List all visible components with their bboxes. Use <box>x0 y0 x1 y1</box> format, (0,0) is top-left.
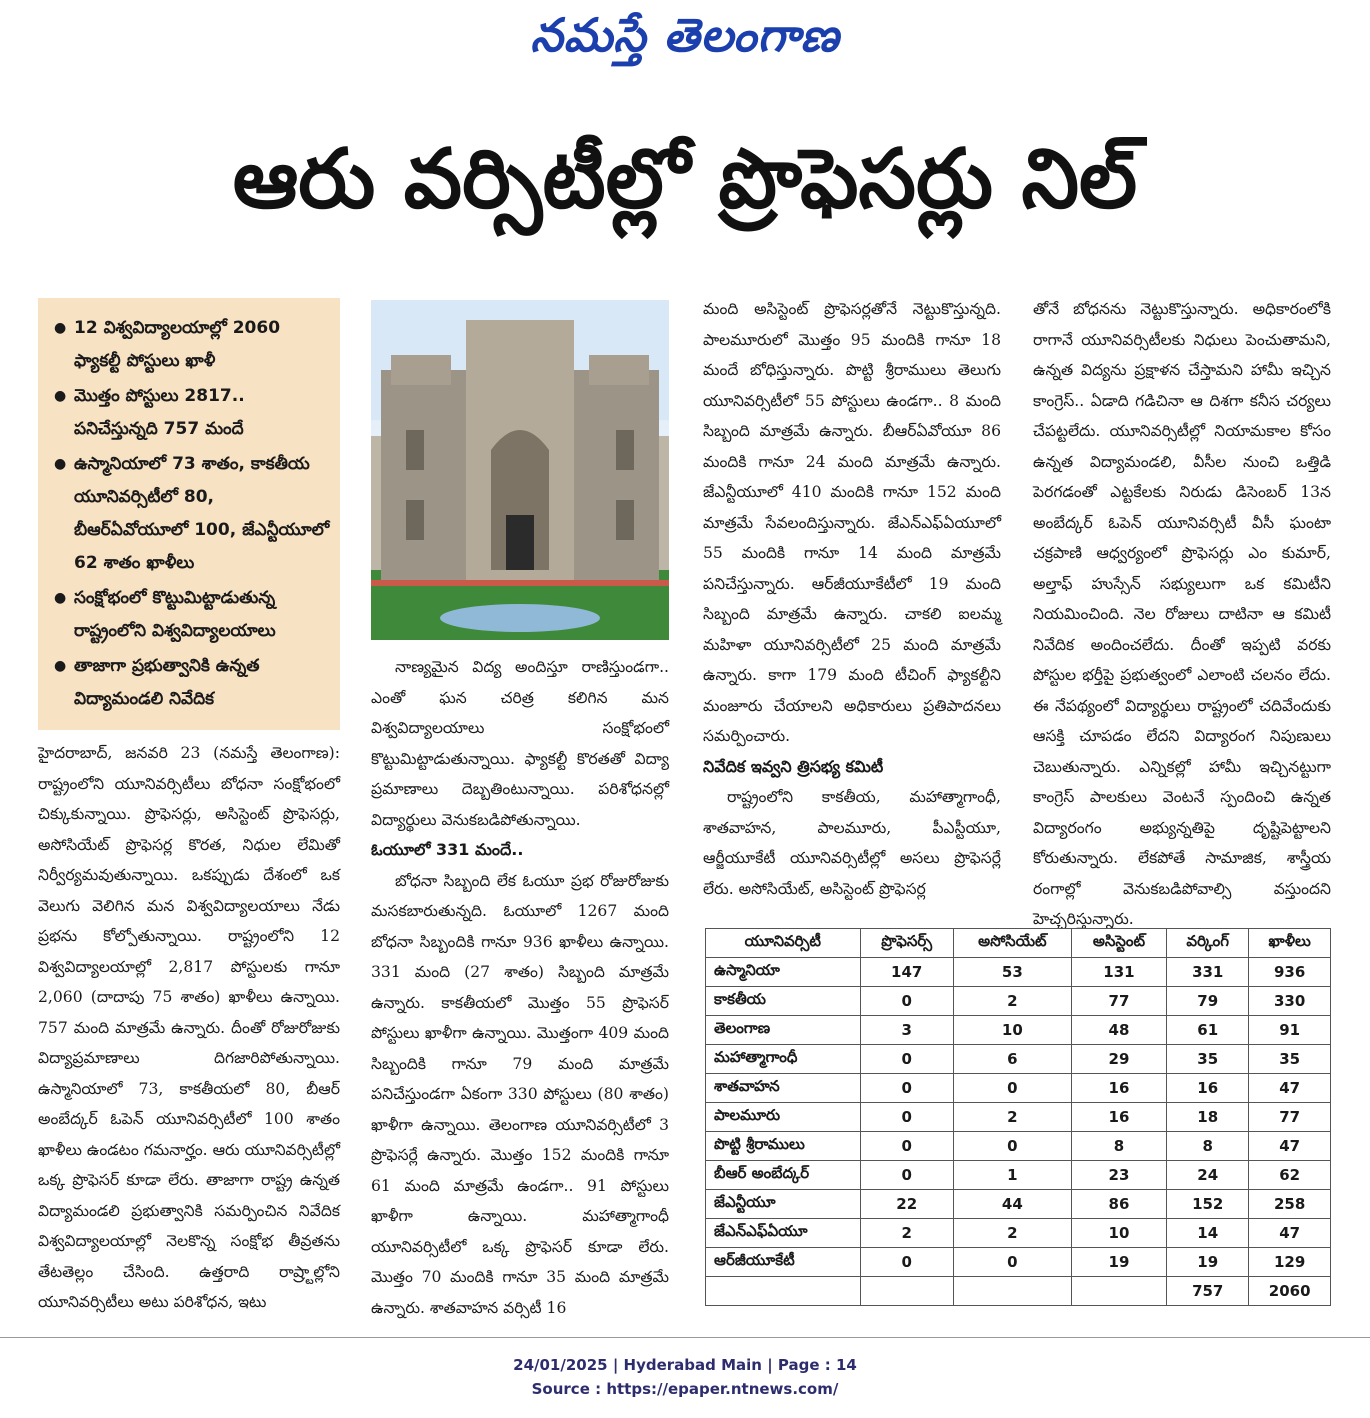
table-header-cell: ఖాళీలు <box>1249 929 1331 958</box>
highlight-text: తాజాగా ప్రభుత్వానికి ఉన్నత విద్యామండలి నివేదిక <box>74 656 260 709</box>
table-value-cell <box>953 1277 1071 1306</box>
table-value-cell: 0 <box>953 1132 1071 1161</box>
table-value-cell: 2 <box>953 1103 1071 1132</box>
bullet-icon: ● <box>54 320 67 336</box>
table-row <box>706 1074 1331 1103</box>
table-value-cell: 86 <box>1071 1190 1166 1219</box>
table-value-cell: 79 <box>1167 987 1249 1016</box>
vacancy-table-container <box>705 928 1331 1306</box>
highlight-item <box>52 448 330 580</box>
table-value-cell: 2 <box>953 1219 1071 1248</box>
university-name-cell: శాతవాహన <box>706 1074 861 1103</box>
article-paragraph: మంది అసిస్టెంట్ ప్రొఫెసర్లతోనే నెట్టుకొస్తున్నది. పాలమూరులో మొత్తం 95 మందికి గానూ 18 మందే బోధిస్తున్నారు. పొట్టి శ్రీరాములు తెలుగు యూనివర్సిటీలో 55 పోస్టులు ఉండగా.. 8 మంది సిబ్బంది మాత్రమే ఉన్నారు. బీఆర్‌ఏవోయూ 86 మందికి గానూ 24 మంది మాత్రమే ఉన్నారు. జేఎన్టీయూలో 410 మందికి గానూ 152 మంది మాత్రమే సేవలందిస్తున్నారు. జేఎన్‌ఎఫ్‌ఏయూలో 55 మందికి గానూ 14 మంది మాత్రమే పనిచేస్తున్నారు. ఆర్‌జీయూకేటీలో 19 మంది సిబ్బంది మాత్రమే ఉన్నారు. చాకలి ఐలమ్మ మహిళా యూనివర్సిటీలో 25 మంది మాత్రమే ఉన్నారు. కాగా 179 మంది టీచింగ్ ఫ్యాకల్టీని మంజూరు చేయాలని అధికారులు ప్రతిపాదనలు సమర్పించారు. <box>703 300 1001 745</box>
highlights-list <box>52 312 330 716</box>
table-value-cell: 44 <box>953 1190 1071 1219</box>
table-value-cell: 8 <box>1167 1132 1249 1161</box>
table-value-cell: 0 <box>860 1161 953 1190</box>
article-column-2 <box>371 652 669 1323</box>
table-value-cell: 61 <box>1167 1016 1249 1045</box>
footer-source-link[interactable]: Source : https://epaper.ntnews.com/ <box>531 1380 839 1398</box>
university-name-cell: పొట్టి శ్రీరాములు <box>706 1132 861 1161</box>
university-name-cell: ఆర్‌జీయూకేటీ <box>706 1248 861 1277</box>
table-row <box>706 1016 1331 1045</box>
bullet-icon: ● <box>54 388 67 404</box>
table-header-cell: అసిస్టెంట్ <box>1071 929 1166 958</box>
highlight-item <box>52 312 330 378</box>
bullet-icon: ● <box>54 590 67 606</box>
table-value-cell: 0 <box>860 1132 953 1161</box>
table-value-cell: 0 <box>860 1248 953 1277</box>
table-value-cell: 0 <box>860 1074 953 1103</box>
article-column-4 <box>1033 294 1331 935</box>
table-value-cell: 936 <box>1249 958 1331 987</box>
table-value-cell: 16 <box>1071 1074 1166 1103</box>
table-value-cell: 331 <box>1167 958 1249 987</box>
article-paragraph: హైదరాబాద్, జనవరి 23 (నమస్తే తెలంగాణ): రాష్ట్రంలోని యూనివర్సిటీలు బోధనా సంక్షోభంలో చిక్కుకున్నాయి. ప్రొఫెసర్లు, అసిస్టెంట్ ప్రొఫెసర్లు, అసోసియేట్ ప్రొఫెసర్ల కొరత, నిధుల లేమితో నిర్వీర్యమవుతున్నాయి. ఒకప్పుడు దేశంలో ఒక వెలుగు వెలిగిన మన విశ్వవిద్యాలయాలు నేడు ప్రభను కోల్పోతున్నాయి. రాష్ట్రంలోని 12 విశ్వవిద్యాలయాల్లో 2,817 పోస్టులకు గానూ 2,060 (దాదాపు 75 శాతం) ఖాళీలు ఉన్నాయి. 757 మంది మాత్రమే ఉన్నారు. దీంతో రోజురోజుకు విద్యాప్రమాణాలు దిగజారిపోతున్నాయి. ఉస్మానియాలో 73, కాకతీయలో 80, బీఆర్ అంబేద్కర్ ఓపెన్ యూనివర్సిటీలో 100 శాతం ఖాళీలు ఉండటం గమనార్హం. ఆరు యూనివర్సిటీల్లో ఒక్క ప్రొఫెసర్ కూడా లేరు. తాజాగా రాష్ట్ర ఉన్నత విద్యామండలి ప్రభుత్వానికి సమర్పించిన నివేదిక విశ్వవిద్యాలయాల్లో నెలకొన్న సంక్షోభ తీవ్రతను తేటతెల్లం చేసింది. ఉత్తరాది రాష్ర్టాల్లోని యూనివర్సిటీలు అటు పరిశోధన, ఇటు <box>38 744 340 1311</box>
table-header-cell: వర్కింగ్ <box>1167 929 1249 958</box>
table-value-cell: 2060 <box>1249 1277 1331 1306</box>
table-value-cell: 14 <box>1167 1219 1249 1248</box>
table-row <box>706 1045 1331 1074</box>
university-name-cell: ఉస్మానియా <box>706 958 861 987</box>
table-row <box>706 1132 1331 1161</box>
table-row <box>706 1219 1331 1248</box>
university-name-cell: మహాత్మాగాంధీ <box>706 1045 861 1074</box>
highlight-text: 12 విశ్వవిద్యాలయాల్లో 2060 ఫ్యాకల్టీ పోస్టులు ఖాళీ <box>74 318 281 371</box>
table-value-cell: 0 <box>953 1248 1071 1277</box>
article-headline: ఆరు వర్సిటీల్లో ప్రొఫెసర్లు నిల్ <box>232 132 1138 227</box>
table-header-cell: అసోసియేట్ <box>953 929 1071 958</box>
table-value-cell: 131 <box>1071 958 1166 987</box>
table-value-cell: 258 <box>1249 1190 1331 1219</box>
table-value-cell <box>860 1277 953 1306</box>
university-name-cell: కాకతీయ <box>706 987 861 1016</box>
table-row <box>706 1161 1331 1190</box>
highlights-box <box>38 298 340 730</box>
article-paragraph: రాష్ట్రంలోని కాకతీయ, మహాత్మాగాంధీ, శాతవాహన, పాలమూరు, పీఎస్టీయూ, ఆర్జీయూకేటీ యూనివర్సిటీల్లో అసలు ప్రొఫెసర్లే లేరు. అసోసియేట్, అసిస్టెంట్ ప్రొఫెసర్ల <box>703 788 1001 898</box>
article-column-1 <box>38 738 340 1318</box>
table-header-row <box>706 929 1331 958</box>
table-value-cell: 22 <box>860 1190 953 1219</box>
table-row <box>706 958 1331 987</box>
table-value-cell: 16 <box>1071 1103 1166 1132</box>
table-value-cell: 35 <box>1167 1045 1249 1074</box>
vacancy-table <box>705 928 1331 1306</box>
table-value-cell: 62 <box>1249 1161 1331 1190</box>
table-value-cell: 152 <box>1167 1190 1249 1219</box>
bullet-icon: ● <box>54 456 67 472</box>
table-value-cell: 10 <box>1071 1219 1166 1248</box>
table-row <box>706 1277 1331 1306</box>
university-name-cell <box>706 1277 861 1306</box>
article-paragraph: బోధనా సిబ్బంది లేక ఓయూ ప్రభ రోజురోజుకు మసకబారుతున్నది. ఓయూలో 1267 మంది బోధనా సిబ్బందికి గానూ 936 ఖాళీలు ఉన్నాయి. 331 మంది (27 శాతం) సిబ్బంది మాత్రమే ఉన్నారు. కాకతీయలో మొత్తం 55 ప్రొఫెసర్ పోస్టులు ఖాళీగా ఉన్నాయి. మొత్తంగా 409 మంది సిబ్బందికి గానూ 79 మంది మాత్రమే పనిచేస్తుండగా ఏకంగా 330 పోస్టులు (80 శాతం) ఖాళీగా ఉన్నాయి. తెలంగాణ యూనివర్సిటీలో 3 ప్రొఫెసర్లే ఉన్నారు. మొత్తం 152 మందికి గానూ 61 మంది మాత్రమే ఉండగా.. 91 పోస్టులు ఖాళీగా ఉన్నాయి. మహాత్మాగాంధీ యూనివర్సిటీలో ఒక్క ప్రొఫెసర్ కూడా లేరు. మొత్తం 70 మందికి గానూ 35 మంది మాత్రమే ఉన్నారు. శాతవాహన వర్సిటీ 16 <box>371 871 669 1317</box>
university-name-cell: జేఎన్‌ఎఫ్‌ఏయూ <box>706 1219 861 1248</box>
table-value-cell: 0 <box>860 1103 953 1132</box>
table-value-cell: 16 <box>1167 1074 1249 1103</box>
table-value-cell: 1 <box>953 1161 1071 1190</box>
table-value-cell: 47 <box>1249 1132 1331 1161</box>
newspaper-masthead: నమస్తే తెలంగాణ <box>530 8 840 62</box>
university-name-cell: తెలంగాణ <box>706 1016 861 1045</box>
table-value-cell <box>1071 1277 1166 1306</box>
section-subheading: ఓయూలో 331 మందే.. <box>371 840 524 859</box>
table-value-cell: 8 <box>1071 1132 1166 1161</box>
table-value-cell: 91 <box>1249 1016 1331 1045</box>
table-value-cell: 757 <box>1167 1277 1249 1306</box>
university-building-photo <box>371 300 669 640</box>
table-value-cell: 77 <box>1249 1103 1331 1132</box>
table-value-cell: 47 <box>1249 1219 1331 1248</box>
table-value-cell: 35 <box>1249 1045 1331 1074</box>
table-value-cell: 53 <box>953 958 1071 987</box>
table-value-cell: 0 <box>860 987 953 1016</box>
table-value-cell: 10 <box>953 1016 1071 1045</box>
university-name-cell: బీఆర్ అంబేద్కర్ <box>706 1161 861 1190</box>
highlight-item <box>52 582 330 648</box>
table-value-cell: 24 <box>1167 1161 1249 1190</box>
highlight-text: సంక్షోభంలో కొట్టుమిట్టాడుతున్న రాష్ట్రంలోని విశ్వవిద్యాలయాలు <box>74 588 276 641</box>
table-row <box>706 1103 1331 1132</box>
table-value-cell: 6 <box>953 1045 1071 1074</box>
table-value-cell: 2 <box>953 987 1071 1016</box>
article-paragraph: నాణ్యమైన విద్య అందిస్తూ రాణిస్తుండగా.. ఎంతో ఘన చరిత్ర కలిగిన మన విశ్వవిద్యాలయాలు సంక్షోభంలో కొట్టుమిట్టాడుతున్నాయి. ఫ్యాకల్టీ కొరతతో విద్యా ప్రమాణాలు దెబ్బతింటున్నాయి. పరిశోధనల్లో విద్యార్థులు వెనుకబడిపోతున్నాయి. <box>371 658 669 829</box>
table-row <box>706 1190 1331 1219</box>
highlight-text: మొత్తం పోస్టులు 2817.. పనిచేస్తున్నది 757 మందే <box>74 386 245 439</box>
footer-divider <box>0 1337 1370 1338</box>
table-value-cell: 19 <box>1071 1248 1166 1277</box>
article-column-3 <box>703 294 1001 904</box>
table-row <box>706 1248 1331 1277</box>
table-value-cell: 19 <box>1167 1248 1249 1277</box>
footer-edition-info: 24/01/2025 | Hyderabad Main | Page : 14 <box>513 1356 857 1374</box>
table-value-cell: 129 <box>1249 1248 1331 1277</box>
highlight-item <box>52 380 330 446</box>
building-illustration <box>371 300 669 640</box>
table-value-cell: 48 <box>1071 1016 1166 1045</box>
section-subheading: నివేదిక ఇవ్వని త్రిసభ్య కమిటీ <box>703 756 884 776</box>
table-row <box>706 987 1331 1016</box>
table-value-cell: 0 <box>953 1074 1071 1103</box>
table-header-cell: యూనివర్సిటీ <box>706 929 861 958</box>
table-value-cell: 3 <box>860 1016 953 1045</box>
table-value-cell: 29 <box>1071 1045 1166 1074</box>
table-value-cell: 2 <box>860 1219 953 1248</box>
table-value-cell: 330 <box>1249 987 1331 1016</box>
article-paragraph: తోనే బోధనను నెట్టుకొస్తున్నారు. అధికారంలోకి రాగానే యూనివర్సిటీలకు నిధులు పెంచుతామని, ఉన్నత విద్యను ప్రక్షాళన చేస్తామని హామీ ఇచ్చిన కాంగ్రెస్.. ఏడాది గడిచినా ఆ దిశగా కనీస చర్యలు చేపట్టలేదు. యూనివర్సిటీల్లో నియామకాల కోసం ఉన్నత విద్యామండలి, వీసీల నుంచి ఒత్తిడి పెరగడంతో ఎట్టకేలకు నిరుడు డిసెంబర్ 13న అంబేద్కర్ ఓపెన్ యూనివర్సిటీ వీసీ ఘంటా చక్రపాణి ఆధ్వర్యంలో ప్రొఫెసర్లు ఎం కుమార్, అల్తాఫ్ హుస్సేన్ సభ్యులుగా ఒక కమిటీని నియమించింది. నెల రోజులు దాటినా ఆ కమిటీ నివేదిక అందించలేదు. దీంతో ఇప్పటి వరకు పోస్టుల భర్తీపై ప్రభుత్వంలో ఎలాంటి చలనం లేదు. ఈ నేపథ్యంలో విద్యార్థులు రాష్ట్రంలో చదివేందుకు ఆసక్తి చూపడం లేదని విద్యారంగ నిపుణులు చెబుతున్నారు. ఎన్నికల్లో హామీ ఇచ్చినట్టుగా కాంగ్రెస్ పాలకులు వెంటనే స్పందించి ఉన్నత విద్యారంగం అభ్యున్నతిపై దృష్టిపెట్టాలని కోరుతున్నారు. లేకపోతే సామాజిక, శాస్త్రీయ రంగాల్లో వెనుకబడిపోవాల్సి వస్తుందని హెచ్చరిస్తున్నారు. <box>1033 300 1331 928</box>
university-name-cell: పాలమూరు <box>706 1103 861 1132</box>
table-value-cell: 0 <box>860 1045 953 1074</box>
university-name-cell: జేఎన్టీయూ <box>706 1190 861 1219</box>
highlight-text: ఉస్మానియాలో 73 శాతం, కాకతీయ యూనివర్సిటీలో 80, బీఆర్‌ఏవోయూలో 100, జేఎన్టీయూలో 62 శాతం ఖాళీలు <box>74 454 330 573</box>
table-value-cell: 47 <box>1249 1074 1331 1103</box>
table-value-cell: 23 <box>1071 1161 1166 1190</box>
table-header-cell: ప్రొఫెసర్స్ <box>860 929 953 958</box>
highlight-item <box>52 650 330 716</box>
bullet-icon: ● <box>54 658 67 674</box>
table-value-cell: 77 <box>1071 987 1166 1016</box>
table-value-cell: 18 <box>1167 1103 1249 1132</box>
table-value-cell: 147 <box>860 958 953 987</box>
